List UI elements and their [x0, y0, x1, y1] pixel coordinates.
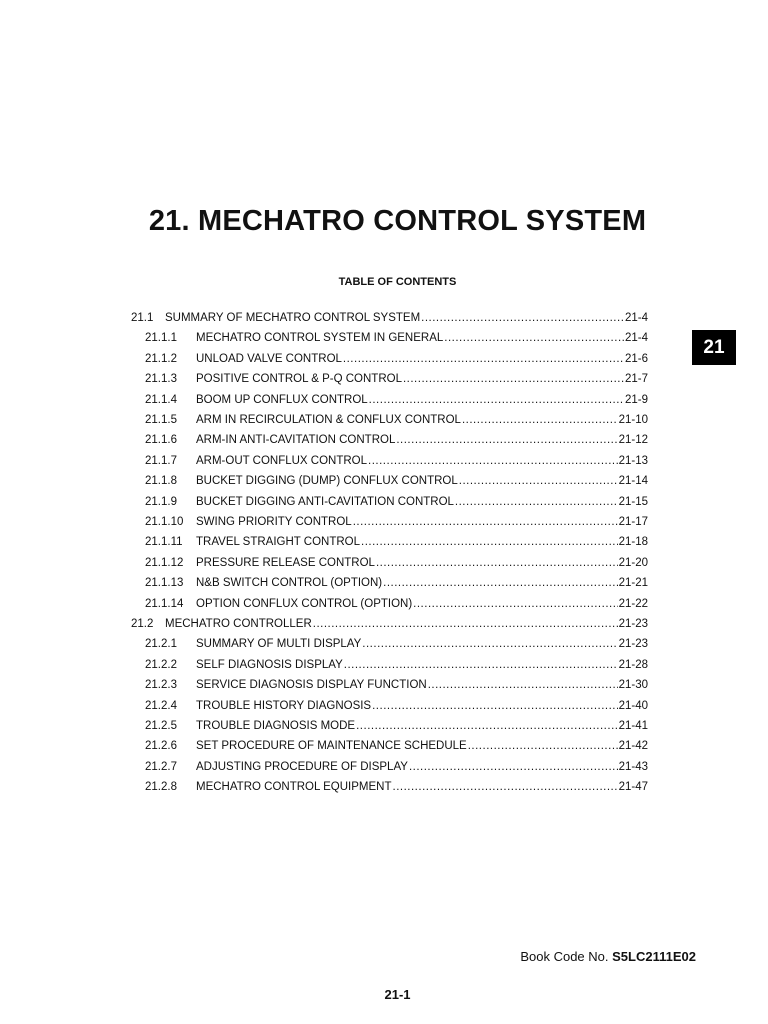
toc-entry	[196, 677, 648, 693]
toc-dot-leader	[421, 310, 624, 326]
page-number: 21-1	[384, 987, 411, 1002]
book-code-label: Book Code No.	[520, 949, 609, 964]
toc-subsection	[145, 779, 648, 795]
toc-number: 21.1.7	[145, 454, 177, 467]
toc-dot-leader	[313, 616, 618, 632]
toc-title: BUCKET DIGGING ANTI-CAVITATION CONTROL	[196, 495, 454, 508]
toc-number: 21.1.14	[145, 597, 184, 610]
toc-number: 21.1.4	[145, 393, 177, 406]
toc-dot-leader	[362, 636, 617, 652]
toc-entry	[196, 698, 648, 714]
toc-title: ADJUSTING PROCEDURE OF DISPLAY	[196, 760, 408, 773]
toc-number: 21.2.1	[145, 638, 177, 651]
toc-subsection	[145, 738, 648, 754]
toc-subsection	[145, 473, 648, 489]
toc-entry	[196, 392, 648, 408]
toc-dot-leader	[468, 738, 618, 754]
toc-subsection	[145, 555, 648, 571]
toc-number: 21.2.2	[145, 658, 177, 671]
toc-subsection	[145, 494, 648, 510]
toc-page-ref: 21-13	[618, 454, 648, 467]
chapter-title: 21. MECHATRO CONTROL SYSTEM	[148, 205, 647, 237]
toc-number: 21.1.2	[145, 352, 177, 365]
toc-dot-leader	[462, 412, 618, 428]
toc-subsection	[145, 657, 648, 673]
toc-page-ref: 21-47	[618, 781, 648, 794]
toc-entry	[196, 473, 648, 489]
toc-entry	[196, 371, 648, 387]
toc-entry	[165, 310, 648, 326]
toc-dot-leader	[428, 677, 618, 693]
toc-entry	[196, 575, 648, 591]
toc-dot-leader	[396, 432, 617, 448]
toc-entry	[165, 616, 648, 632]
toc-page-ref: 21-4	[624, 332, 648, 345]
toc-page-ref: 21-40	[618, 699, 648, 712]
toc-entry	[196, 759, 648, 775]
toc-page-ref: 21-23	[618, 638, 648, 651]
toc-subsection	[145, 677, 648, 693]
toc-title: SUMMARY OF MULTI DISPLAY	[196, 638, 362, 651]
toc-number: 21.2.3	[145, 679, 177, 692]
toc-page-ref: 21-20	[618, 556, 648, 569]
toc-subsection	[145, 371, 648, 387]
toc-page-ref: 21-12	[618, 434, 648, 447]
toc-number: 21.2.6	[145, 740, 177, 753]
toc-dot-leader	[356, 718, 617, 734]
toc-dot-leader	[413, 596, 617, 612]
toc-dot-leader	[393, 779, 618, 795]
toc-section	[131, 616, 648, 632]
toc-title: ARM IN RECIRCULATION & CONFLUX CONTROL	[196, 414, 461, 426]
toc-entry	[196, 412, 648, 428]
toc-number: 21.2	[131, 618, 154, 630]
toc-number: 21.1	[131, 312, 154, 324]
toc-number: 21.1.12	[145, 556, 184, 569]
toc-entry	[196, 453, 648, 469]
toc-title: N&B SWITCH CONTROL (OPTION)	[196, 577, 383, 590]
toc-title: SERVICE DIAGNOSIS DISPLAY FUNCTION	[196, 679, 427, 692]
toc-page-ref: 21-6	[624, 352, 648, 365]
toc-page-ref: 21-15	[618, 495, 648, 508]
toc-page-ref: 21-22	[618, 597, 648, 610]
book-code-value: S5LC2111E02	[612, 949, 696, 964]
toc-page-ref: 21-10	[618, 414, 648, 426]
toc-dot-leader	[361, 534, 618, 550]
toc-subsection	[145, 351, 648, 367]
toc-section	[131, 310, 648, 326]
chapter-tab: 21	[692, 330, 736, 365]
toc-entry	[196, 657, 648, 673]
toc-title: SELF DIAGNOSIS DISPLAY	[196, 658, 343, 671]
toc-dot-leader	[368, 453, 618, 469]
toc-title: MECHATRO CONTROLLER	[165, 618, 312, 630]
book-code	[520, 949, 696, 964]
toc-page-ref: 21-14	[618, 475, 648, 488]
toc-page-ref: 21-7	[624, 373, 648, 386]
toc-title: TROUBLE DIAGNOSIS MODE	[196, 720, 356, 732]
toc-dot-leader	[376, 555, 618, 571]
toc-title: TROUBLE HISTORY DIAGNOSIS	[196, 699, 372, 712]
toc-page-ref: 21-18	[618, 536, 648, 549]
toc-title: MECHATRO CONTROL EQUIPMENT	[196, 781, 392, 794]
toc-title: SET PROCEDURE OF MAINTENANCE SCHEDULE	[196, 740, 467, 753]
toc-dot-leader	[369, 392, 624, 408]
toc-subsection	[145, 698, 648, 714]
toc-number: 21.1.13	[145, 577, 184, 590]
toc-dot-leader	[409, 759, 618, 775]
toc-dot-leader	[459, 473, 618, 489]
toc-dot-leader	[383, 575, 617, 591]
toc-number: 21.1.6	[145, 434, 177, 447]
toc-number: 21.2.5	[145, 720, 177, 732]
toc-title: BOOM UP CONFLUX CONTROL	[196, 393, 368, 406]
toc-page-ref: 21-30	[618, 679, 648, 692]
toc-dot-leader	[372, 698, 617, 714]
toc-page-ref: 21-21	[618, 577, 648, 590]
toc-number: 21.2.7	[145, 760, 177, 773]
toc-heading: TABLE OF CONTENTS	[338, 276, 457, 288]
toc-entry	[196, 534, 648, 550]
toc-page-ref: 21-17	[618, 516, 648, 528]
toc-entry	[196, 432, 648, 448]
toc-subsection	[145, 534, 648, 550]
toc-subsection	[145, 432, 648, 448]
toc-dot-leader	[444, 330, 624, 346]
toc-title: SUMMARY OF MECHATRO CONTROL SYSTEM	[165, 312, 421, 324]
toc-dot-leader	[344, 657, 618, 673]
toc-number: 21.1.1	[145, 332, 177, 345]
toc-page-ref: 21-42	[618, 740, 648, 753]
toc-dot-leader	[403, 371, 624, 387]
toc-dot-leader	[353, 514, 618, 530]
toc-title: UNLOAD VALVE CONTROL	[196, 352, 342, 365]
toc-entry	[196, 596, 648, 612]
toc-entry	[196, 555, 648, 571]
toc-page-ref: 21-41	[618, 720, 648, 732]
toc-title: POSITIVE CONTROL & P-Q CONTROL	[196, 373, 402, 386]
toc-page-ref: 21-23	[618, 618, 648, 630]
toc-page-ref: 21-28	[618, 658, 648, 671]
toc-entry	[196, 738, 648, 754]
toc-page-ref: 21-43	[618, 760, 648, 773]
toc-subsection	[145, 575, 648, 591]
toc-entry	[196, 514, 648, 530]
toc-title: PRESSURE RELEASE CONTROL	[196, 556, 375, 569]
toc-subsection	[145, 392, 648, 408]
toc-subsection	[145, 514, 648, 530]
toc-number: 21.1.8	[145, 475, 177, 488]
toc-number: 21.1.11	[145, 536, 183, 549]
toc-entry	[196, 779, 648, 795]
toc-title: OPTION CONFLUX CONTROL (OPTION)	[196, 597, 413, 610]
toc-subsection	[145, 718, 648, 734]
toc-subsection	[145, 759, 648, 775]
toc-number: 21.1.5	[145, 414, 177, 426]
toc-entry	[196, 351, 648, 367]
toc-dot-leader	[343, 351, 624, 367]
toc-title: BUCKET DIGGING (DUMP) CONFLUX CONTROL	[196, 475, 458, 488]
toc-page-ref: 21-9	[624, 393, 648, 406]
toc-title: TRAVEL STRAIGHT CONTROL	[196, 536, 361, 549]
toc-number: 21.1.3	[145, 373, 177, 386]
toc-number: 21.2.4	[145, 699, 177, 712]
toc-subsection	[145, 330, 648, 346]
toc-subsection	[145, 412, 648, 428]
toc-title: SWING PRIORITY CONTROL	[196, 516, 352, 528]
toc-number: 21.1.10	[145, 516, 184, 528]
toc-title: ARM-OUT CONFLUX CONTROL	[196, 454, 368, 467]
toc-entry	[196, 494, 648, 510]
toc-number: 21.1.9	[145, 495, 177, 508]
toc-subsection	[145, 636, 648, 652]
toc-entry	[196, 330, 648, 346]
toc-title: ARM-IN ANTI-CAVITATION CONTROL	[196, 434, 396, 447]
toc-entry	[196, 718, 648, 734]
toc-subsection	[145, 453, 648, 469]
toc-dot-leader	[455, 494, 618, 510]
toc-page-ref: 21-4	[624, 312, 648, 324]
toc-subsection	[145, 596, 648, 612]
toc-title: MECHATRO CONTROL SYSTEM IN GENERAL	[196, 332, 444, 345]
toc-number: 21.2.8	[145, 781, 177, 794]
toc-entry	[196, 636, 648, 652]
